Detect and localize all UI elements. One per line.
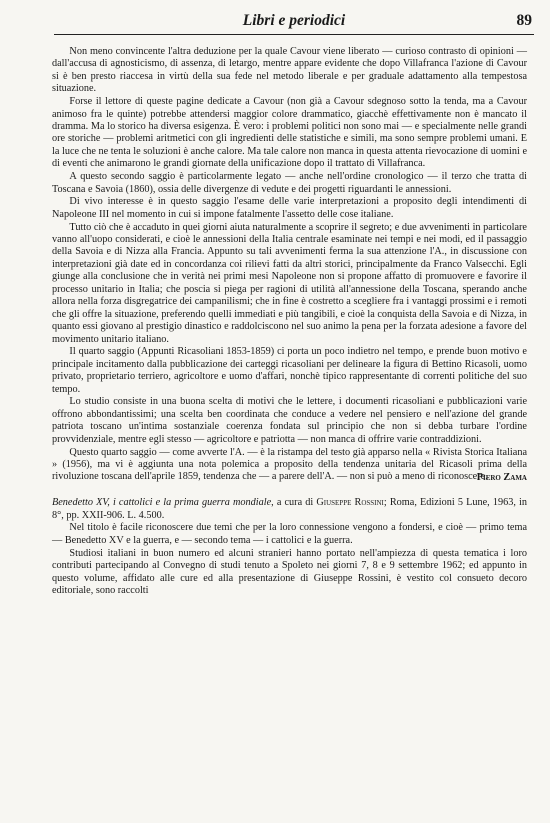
paragraph: Tutto ciò che è accaduto in quei giorni aiuta naturalmente a scoprire il segreto; e due avvenimenti in particolare vanno all'uopo considerati, e cioè le annessioni della Italia centrale esaminate nei tempi e nei modi, ed il passaggio della Savoia e di Nizza alla Francia. Appunto su tali avvenimenti ferma la sua attenzione l'A., in discussione con interpretazioni già date ed in concordanza coi rilievi fatti da altri storici, principalmente da Franco Valsecchi. Egli giunge alla conclusione che in verità nei primi mesi Napoleone non si propone affatto di promuovere e favorire il processo unitario in Italia; che poscia si piega per ragioni di utilità all'annessione della Toscana, sperando anche allora nella forza disgregatrice dei campanilismi; che in fine è costretto a scegliere fra i vantaggi prossimi e i remoti che gli offre la situazione, preferendo quelli immediati e più tangibili, e cioè la conquista della Savoia e di Nizza, in quanto essi giovano al prestigio dinastico e raddolciscono nel suo animo la pena per la forzata adesione a favore del movimento unitario italiano. xyxy=(52,221,527,345)
paragraph: Di vivo interesse è in questo saggio l'esame delle varie interpretazioni a proposito degli intendimenti di Napoleone III nel momento in cui si impone fatalmente l'assetto delle cose italiane. xyxy=(52,196,527,220)
paragraph: A questo secondo saggio è particolarmente legato — anche nell'ordine cronologico — il terzo che tratta di Toscana e Savoia (1860), ossia delle divergenze di vedute e dei progetti riguardanti le annessioni. xyxy=(52,171,527,195)
review-paragraph: Nel titolo è facile riconoscere due temi che per la loro connessione vengono a fondersi, e cioè — primo tema — Benedetto XV e la guerra, e — secondo tema — i cattolici e la guerra. xyxy=(52,522,527,546)
article-body xyxy=(52,46,527,598)
paragraph: Non meno convincente l'altra deduzione per la quale Cavour viene liberato — curioso contrasto di opinioni — dall'accusa di agnosticismo, di assenza, di letargo, mentre appare evidente che dopo Villafranca l'azione di Cavour si è ben presto riaccesa in virtù della sua fede nel metodo liberale e per graduale adattamento alla tempestosa situazione. xyxy=(52,46,527,95)
page-number: 89 xyxy=(516,12,532,29)
review-paragraph: Studiosi italiani in buon numero ed alcuni stranieri hanno portato nell'ampiezza di questa tematica i loro contributi partecipando al Convegno di studi tenuto a Spoleto nei giorni 7, 8 e 9 settembre 1962; ed appunto in questo volume, affidato alle cure ed alla presentazione di Giuseppe Rossini, è vestito col consueto decoro editoriale, sono raccolti xyxy=(52,547,527,597)
review-book-title: Benedetto XV, i cattolici e la prima guerra mondiale xyxy=(52,497,272,509)
running-header xyxy=(54,12,534,35)
author-signature: Piero Zama xyxy=(476,471,527,483)
review-editor-prefix: , a cura di xyxy=(271,497,317,509)
paragraph: Il quarto saggio (Appunti Ricasoliani 1853-1859) ci porta un poco indietro nel tempo, e prende buon motivo e principale incitamento dalla pubblicazione dei carteggi ricasoliani per delineare la figura di Bettino Ricasoli, uomo privato, proprietario terriero, agricoltore e uomo d'affari, nonchè tipico rappresentante di correnti politiche del suo tempo. xyxy=(52,346,527,395)
review-publication-info: ; Roma, Edizioni 5 Lune, 1963, in 8°, pp. XXII-906. L. 4.500. xyxy=(52,497,527,521)
paragraph: Forse il lettore di queste pagine dedicate a Cavour (non già a Cavour sdegnoso sotto la tenda, ma a Cavour animoso fra le quinte) potrebbe attendersi maggior colore drammatico, giacchè effettivamente non è mancato il dramma. Ma lo storico ha diversa esigenza. È vero: i problemi politici non sono mai — e specialmente nelle grandi ore storiche — problemi aritmetici con gli ingredienti delle statistiche e simili, ma sono sempre problemi umani. E la luce che ne tenta le soluzioni è anche calore. Ma tale calore non manca in questa attenta rievocazione di uomini e di eventi che animarono le grandi giornate della unificazione dopo il trattato di Villafranca. xyxy=(52,96,527,170)
paragraph: Lo studio consiste in una buona scelta di motivi che le lettere, i documenti ricasoliani e pubblicazioni varie offrono abbondantissimi; una scelta ben coordinata che conduce a vedere nel pensiero e nell'azione del grande patriota toscano un'intima sostanziale coerenza fondata sul principio che non si debba turbare l'ordine provvidenziale, mentre egli stesso — agricoltore e patriotta — non manca di offrire varie contraddizioni. xyxy=(52,396,527,445)
review-editor-name: Giuseppe Rossini xyxy=(316,497,384,509)
paragraph: Questo quarto saggio — come avverte l'A. — è la ristampa del testo già apparso nella « Rivista Storica Italiana » (1956), ma vi è aggiunta una nota polemica a proposito della tendenza unitaria del Ricasoli prima della rivoluzione toscana dell'aprile 1859, tendenza che — a parere dell'A. — non si può a meno di riconoscere. xyxy=(52,446,527,483)
section-title: Libri e periodici xyxy=(242,12,346,29)
review-heading xyxy=(52,497,527,522)
